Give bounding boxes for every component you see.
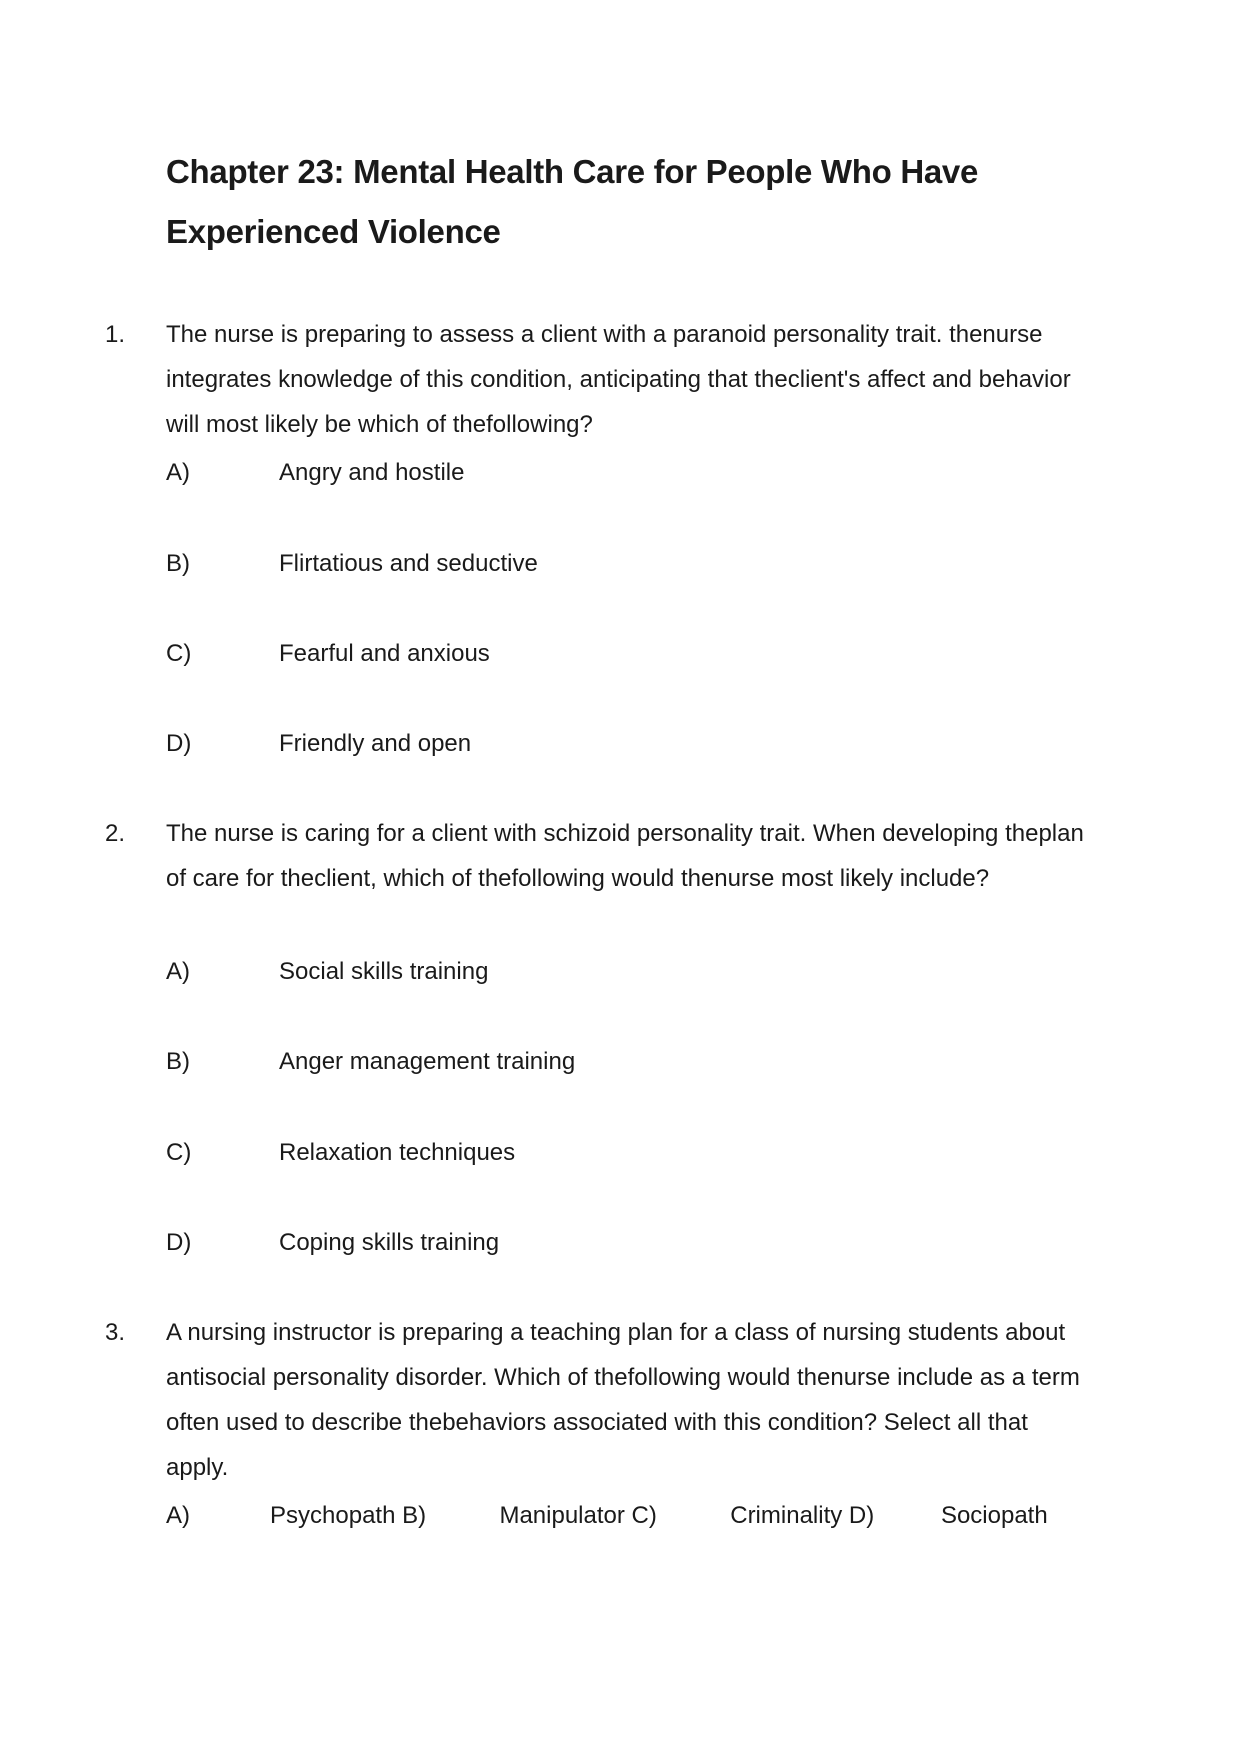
option-text: Relaxation techniques xyxy=(279,1139,516,1166)
option-text: Coping skills training xyxy=(279,1229,500,1256)
option-1a xyxy=(0,450,1240,495)
question-number: 1. xyxy=(105,321,126,348)
option-1c xyxy=(0,631,1240,676)
option-text: Manipulator xyxy=(499,1502,625,1529)
option-letter: D) xyxy=(848,1502,875,1529)
option-letter: A) xyxy=(166,1502,190,1529)
option-text: Angry and hostile xyxy=(279,459,465,486)
option-letter: C) xyxy=(631,1502,657,1529)
option-2a xyxy=(0,949,1240,994)
option-text: Flirtatious and seductive xyxy=(279,550,538,577)
page-title: Chapter 23: Mental Health Care for People Who Have Experienced Violence xyxy=(166,153,979,250)
option-text: Psychopath xyxy=(270,1502,396,1529)
question-text: The nurse is caring for a client with schizoid personality trait. When developing theplan of care for theclient, which of thefollowing would thenurse most likely include? xyxy=(166,820,1084,892)
option-1b xyxy=(0,541,1240,586)
option-2d xyxy=(0,1220,1240,1265)
option-letter: A) xyxy=(166,459,190,486)
option-2b xyxy=(0,1039,1240,1084)
question-number: 2. xyxy=(105,820,126,847)
option-text: Social skills training xyxy=(279,958,489,985)
question-text: A nursing instructor is preparing a teaching plan for a class of nursing students about antisocial personality disorder. Which of thefollowing would thenurse include as a term often used to describe thebehaviors associated with this condition? Select all that apply. xyxy=(166,1319,1080,1481)
option-text: Criminality xyxy=(730,1502,843,1529)
option-text: Sociopath xyxy=(940,1502,1048,1529)
option-letter: C) xyxy=(166,640,192,667)
option-letter: B) xyxy=(166,1048,190,1075)
option-letter: C) xyxy=(166,1139,192,1166)
option-1d xyxy=(0,721,1240,766)
option-letter: D) xyxy=(166,730,192,757)
question-number: 3. xyxy=(105,1319,126,1346)
inline-options xyxy=(166,1493,1048,1538)
option-letter: B) xyxy=(402,1502,427,1529)
option-text: Anger management training xyxy=(279,1048,576,1075)
option-letter: D) xyxy=(166,1229,192,1256)
option-2c xyxy=(0,1130,1240,1175)
option-letter: B) xyxy=(166,550,190,577)
question-text: The nurse is preparing to assess a client with a paranoid personality trait. thenurse integrates knowledge of this condition, anticipating that theclient's affect and behavior will most likely be which of thefollowing? xyxy=(166,321,1071,438)
option-letter: A) xyxy=(166,958,190,985)
option-text: Fearful and anxious xyxy=(279,640,490,667)
option-text: Friendly and open xyxy=(279,730,472,757)
